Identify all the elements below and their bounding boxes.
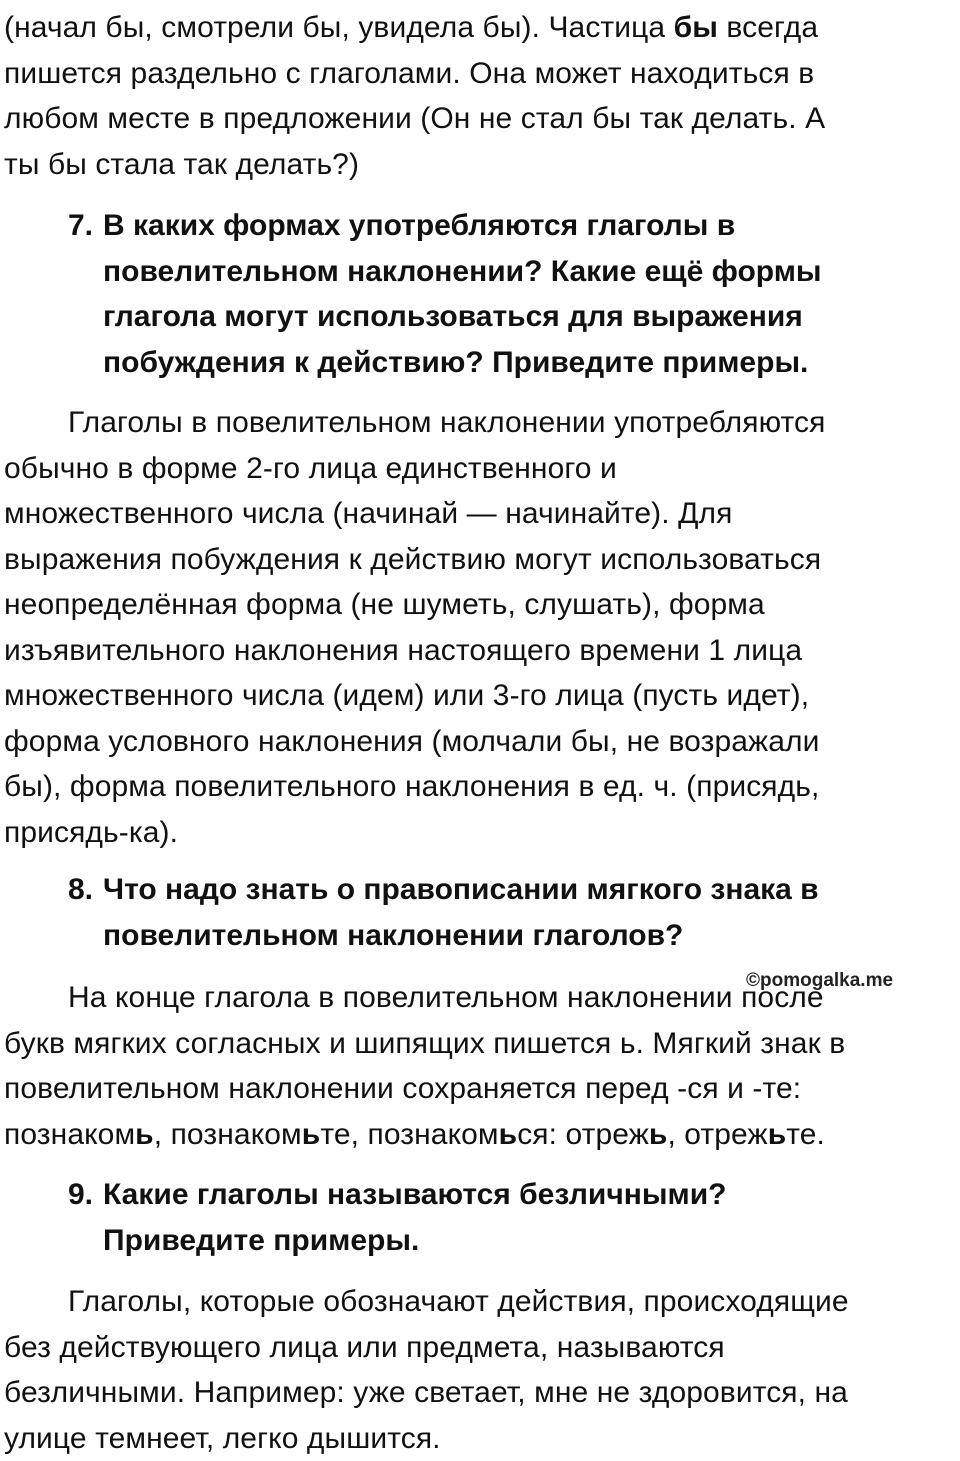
text-line: Глаголы в повелительном наклонении употребляются — [4, 400, 904, 446]
question-line — [68, 203, 888, 249]
text-line: без действующего лица или предмета, называются — [4, 1325, 904, 1371]
text-span: , познаком — [154, 1118, 302, 1151]
question-9 — [68, 1172, 888, 1263]
question-7 — [68, 203, 888, 385]
question-text: Какие глаголы называются безличными? — [103, 1178, 727, 1211]
question-line — [68, 1172, 888, 1218]
text-line: присядь-ка). — [4, 810, 904, 856]
question-line — [68, 867, 888, 913]
question-line: глагола могут использоваться для выражения — [68, 294, 888, 340]
bold-particle: бы — [674, 11, 718, 44]
text-span: те. — [786, 1118, 825, 1151]
text-line: изъявительного наклонения настоящего времени 1 лица — [4, 628, 904, 674]
question-text: В каких формах употребляются глаголы в — [103, 209, 735, 242]
bold-soft-sign: ь — [768, 1118, 787, 1151]
question-number: 7. — [68, 203, 103, 249]
text-span: , отреж — [667, 1118, 767, 1151]
text-line: ты бы стала так делать?) — [4, 142, 904, 188]
text-line: На конце глагола в повелительном наклонении после — [4, 975, 904, 1021]
text-span: познаком — [4, 1118, 135, 1151]
text-line: букв мягких согласных и шипящих пишется ь. Мягкий знак в — [4, 1021, 904, 1067]
text-span: ся: отреж — [517, 1118, 649, 1151]
text-line: любом месте в предложении (Он не стал бы так делать. А — [4, 96, 904, 142]
answer-8 — [4, 975, 904, 1157]
text-line: Глаголы, которые обозначают действия, происходящие — [4, 1279, 904, 1325]
text-line: безличными. Например: уже светает, мне не здоровится, на — [4, 1370, 904, 1416]
bold-soft-sign: ь — [499, 1118, 518, 1151]
text-span: всегда — [718, 11, 818, 44]
text-line: повелительном наклонении сохраняется перед -ся и -те: — [4, 1066, 904, 1112]
text-line — [4, 5, 904, 51]
text-line: улице темнеет, легко дышится. — [4, 1416, 904, 1461]
text-span: (начал бы, смотрели бы, увидела бы). Частица — [4, 11, 674, 44]
question-number: 9. — [68, 1172, 103, 1218]
text-line — [4, 1112, 904, 1158]
bold-soft-sign: ь — [302, 1118, 321, 1151]
bold-soft-sign: ь — [135, 1118, 154, 1151]
text-line: форма условного наклонения (молчали бы, не возражали — [4, 719, 904, 765]
answer-7 — [4, 400, 904, 855]
question-line: повелительном наклонении глаголов? — [68, 913, 888, 959]
watermark: ©pomogalka.me — [746, 970, 893, 992]
text-line: неопределённая форма (не шуметь, слушать), форма — [4, 582, 904, 628]
text-span: те, познаком — [320, 1118, 498, 1151]
question-line: повелительном наклонении? Какие ещё формы — [68, 249, 888, 295]
question-text: Что надо знать о правописании мягкого знака в — [103, 873, 819, 906]
question-number: 8. — [68, 867, 103, 913]
text-line: пишется раздельно с глаголами. Она может находиться в — [4, 51, 904, 97]
question-8 — [68, 867, 888, 958]
text-line: множественного числа (идем) или 3-го лица (пусть идет), — [4, 673, 904, 719]
text-line: обычно в форме 2-го лица единственного и — [4, 446, 904, 492]
answer-9 — [4, 1279, 904, 1461]
intro-paragraph — [4, 5, 904, 187]
question-line: Приведите примеры. — [68, 1218, 888, 1264]
text-line: выражения побуждения к действию могут использоваться — [4, 537, 904, 583]
question-line: побуждения к действию? Приведите примеры. — [68, 340, 888, 386]
text-line: множественного числа (начинай — начинайте). Для — [4, 491, 904, 537]
text-line: бы), форма повелительного наклонения в ед. ч. (присядь, — [4, 764, 904, 810]
bold-soft-sign: ь — [649, 1118, 668, 1151]
